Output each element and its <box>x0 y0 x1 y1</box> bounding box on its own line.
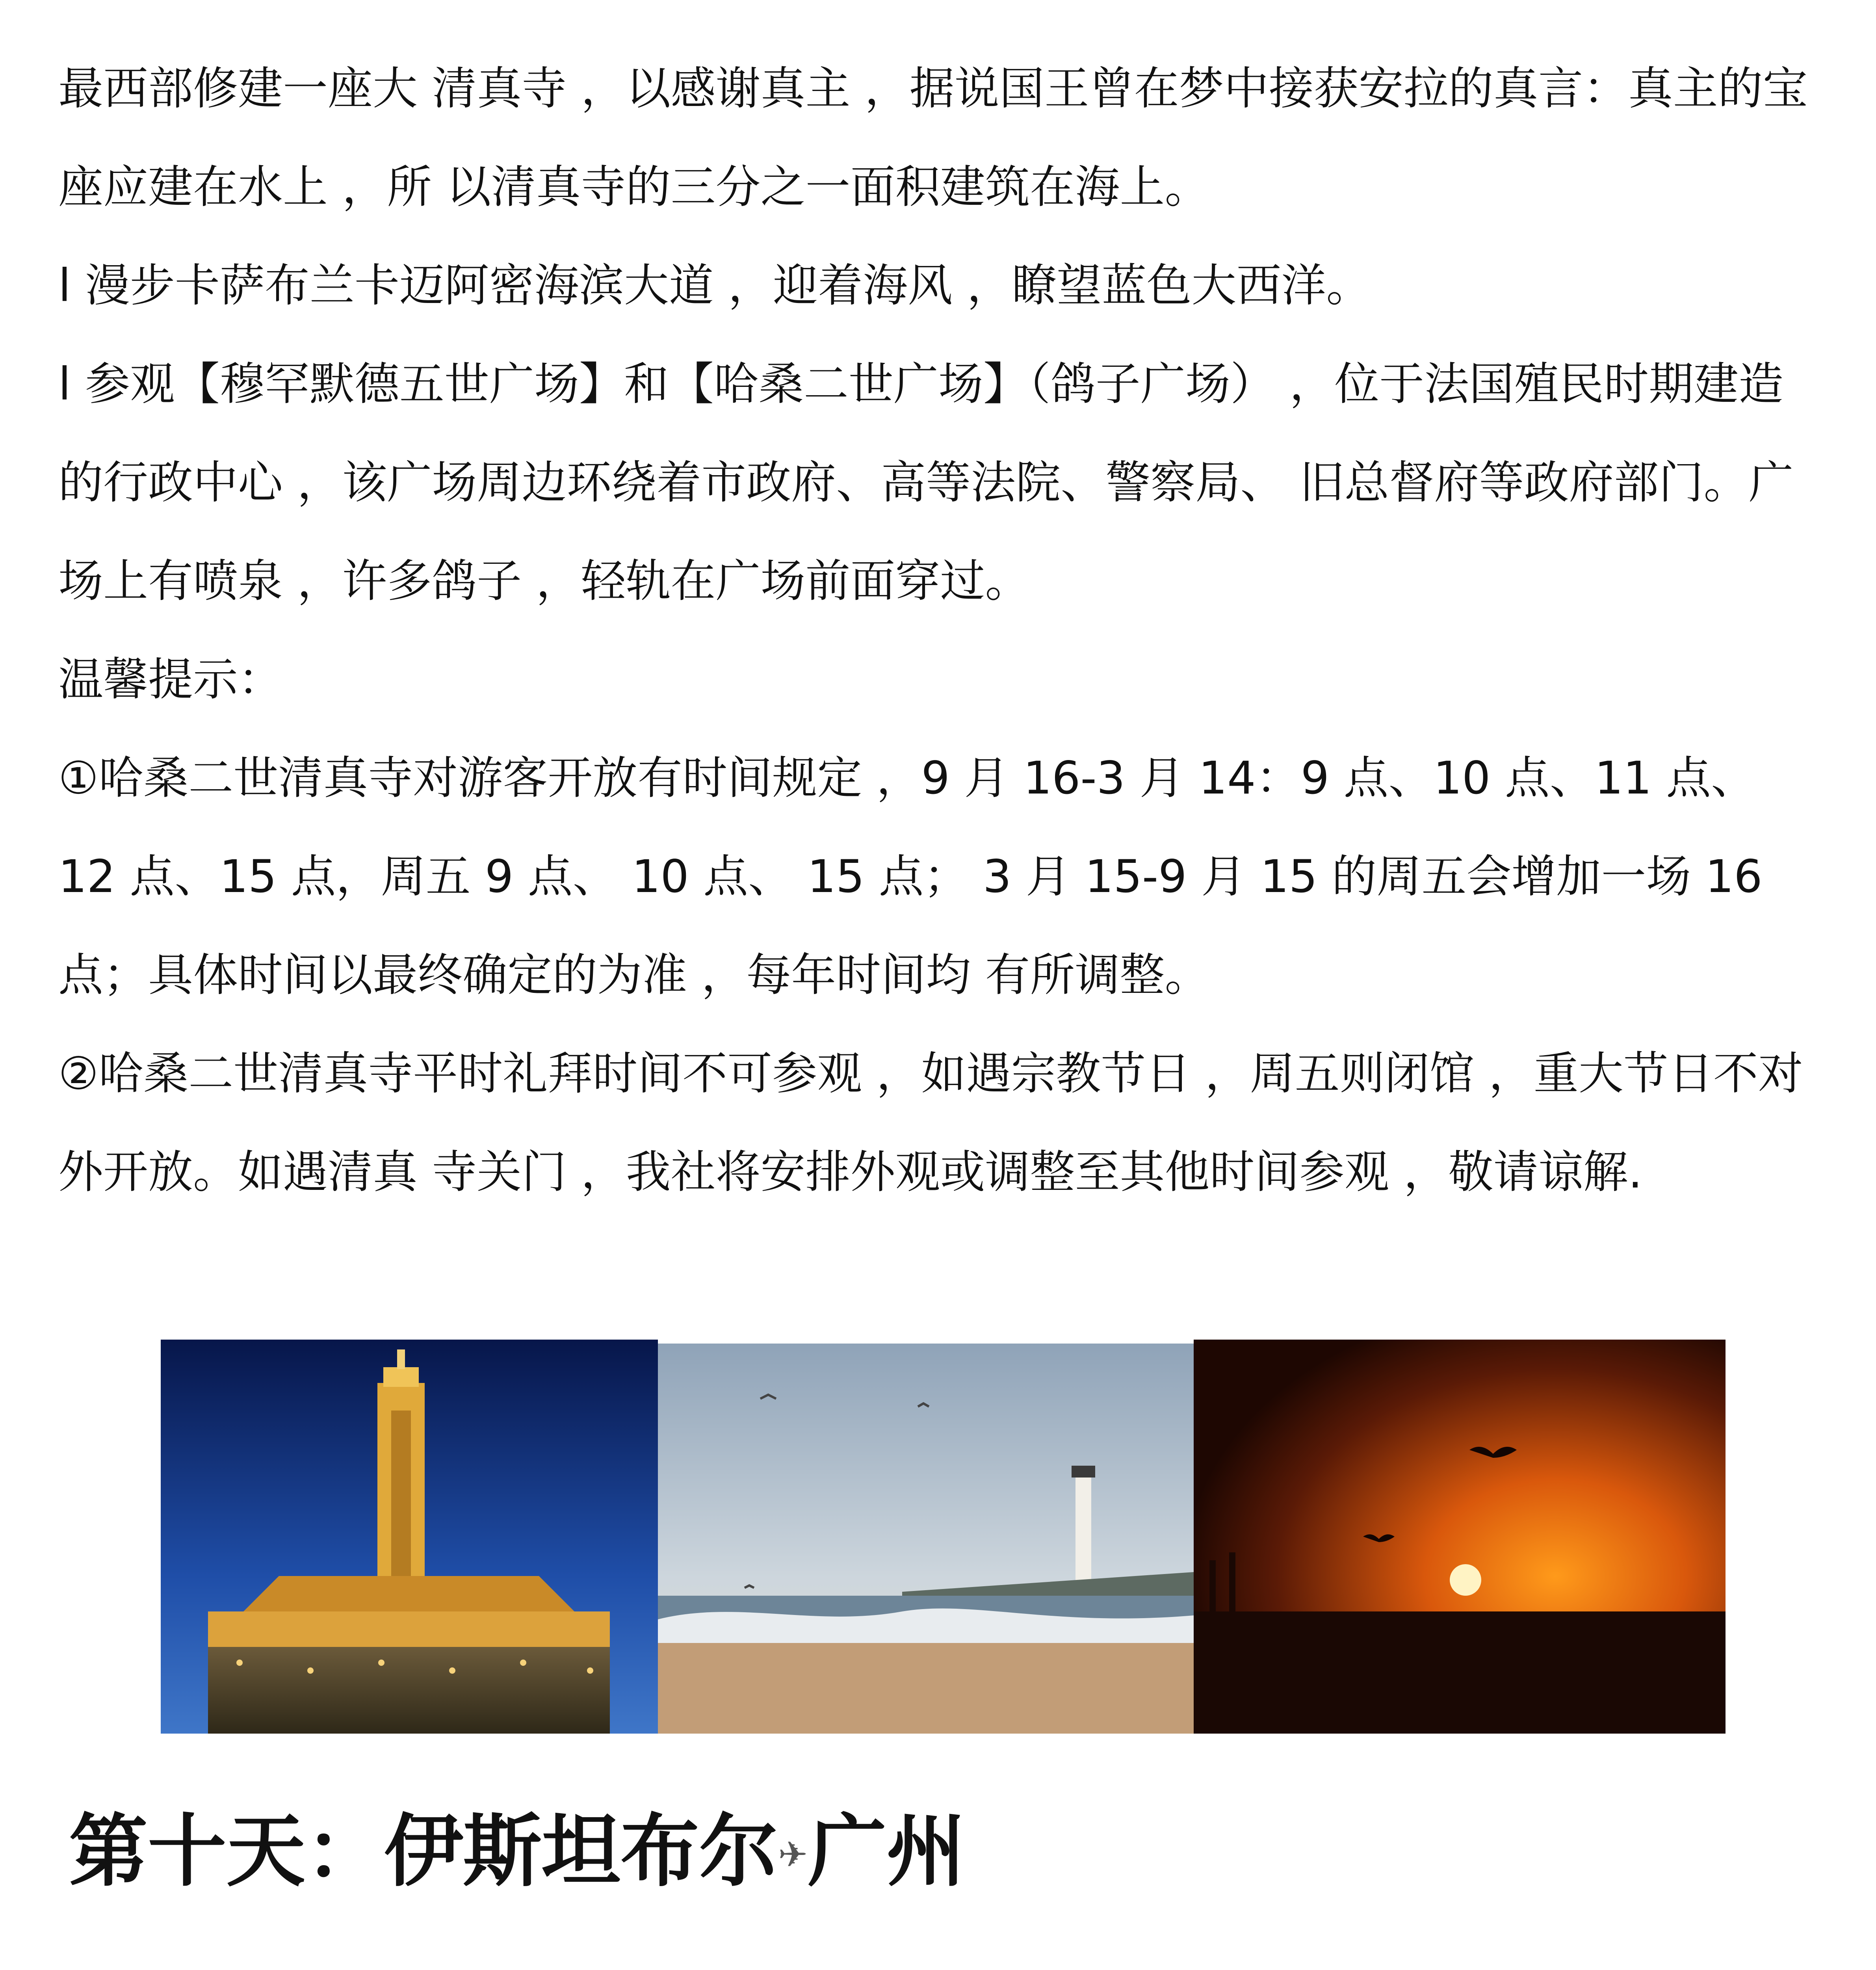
day-ten-title-origin: 第十天：伊斯坦布尔 <box>69 1806 778 1898</box>
day-ten-title <box>69 1797 965 1910</box>
flight-number <box>75 1962 509 1970</box>
tip-opening-hours: ①哈桑二世清真寺对游客开放有时间规定 ，9 月 16-3 月 14：9 点、10 点、11 点、 12 点、15 点，周五 9 点、 10 点、 15 点； 3 月 15-9 月 15 的周五会增加一场 16 点；具体时间以最终确定的为准 ，每年时间均 有所调整。 <box>58 752 1763 1001</box>
flight-duration <box>1312 1962 1641 1970</box>
flight-route <box>563 1962 890 1970</box>
tip-closures: ②哈桑二世清真寺平时礼拜时间不可参观 ，如遇宗教节日 ，周五则闭馆 ，重大节日不对外开放。如遇清真 寺关门 ，我社将安排外观或调整至其他时间参观 ，敬请谅解. <box>58 1047 1803 1198</box>
paragraph-squares: l 参观【穆罕默德五世广场】和【哈桑二世广场】（鸽子广场） ，位于法国殖民时期建造 的行政中心 ，该广场周边环绕着市政府、高等法院、警察局、 旧总督府等政府部门。广 场上有喷泉 ，许多鸽子 ，轻轨在广场前面穿过。 <box>58 358 1794 607</box>
lighthouse-coast-photo <box>658 1344 1194 1734</box>
flight-time <box>961 1962 1261 1970</box>
tips-label: 温馨提示： <box>58 653 283 706</box>
airplane-icon: ✈ <box>778 1834 808 1875</box>
paragraph-mosque: 最西部修建一座大 清真寺 ，以感谢真主 ，据说国王曾在梦中接获安拉的真言：真主的宝座应建在水上 ，所 以清真寺的三分之一面积建筑在海上。 <box>58 62 1808 213</box>
day-ten-title-destination: 广州 <box>808 1806 966 1898</box>
mosque-night-photo <box>161 1340 658 1734</box>
sunset-gulls-photo <box>1194 1340 1726 1734</box>
paragraph-corniche: l 漫步卡萨布兰卡迈阿密海滨大道 ，迎着海风 ，瞭望蓝色大西洋。 <box>58 259 1371 312</box>
